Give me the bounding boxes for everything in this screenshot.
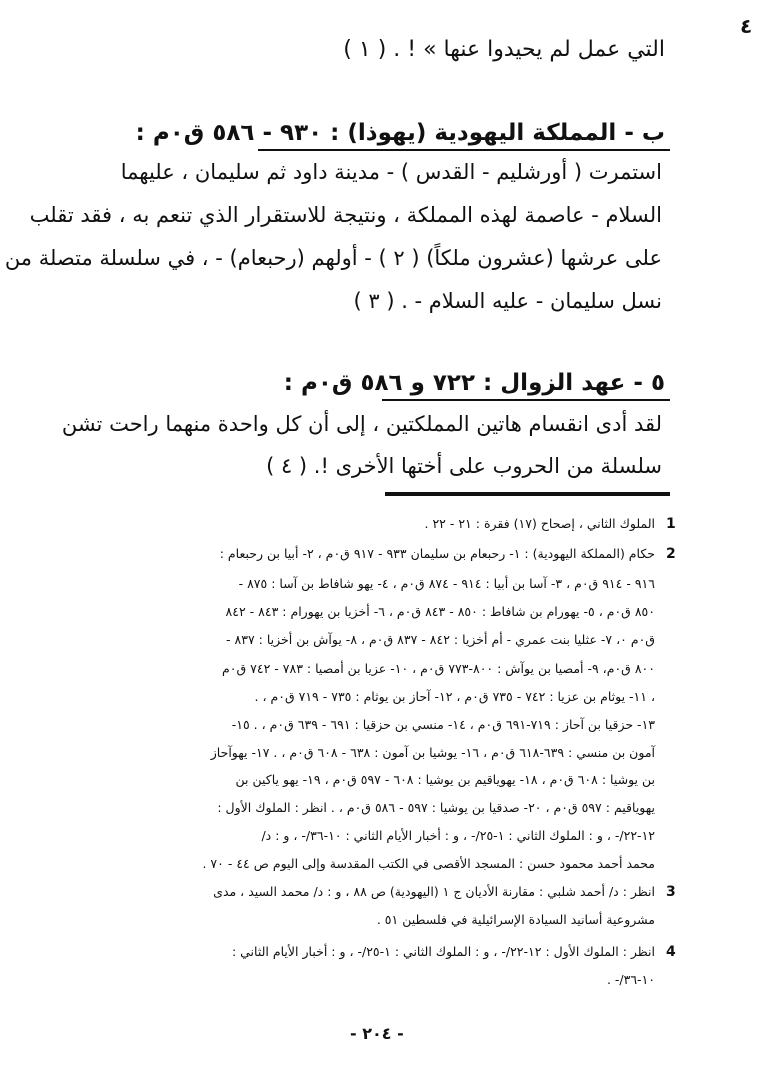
- section-b-line-2: السلام - عاصمة لهذه المملكة ، ونتيجة للاستقرار الذي تنعم به ، فقد تقلب: [29, 203, 662, 227]
- page-number: - ٢٠٤ -: [350, 1024, 404, 1043]
- intro-line: التي عمل لم يحيدوا عنها » ! . ( ١ ): [343, 37, 665, 62]
- footnote-2-line: ١٣- حزقيا بن آحاز : ٧١٩-٦٩١ ق٠م ، ١٤- منسي بن حزقيا : ٦٩١ - ٦٣٩ ق٠م ، . ١٥-: [231, 717, 655, 732]
- footnote-2-line: ق٠م ٠، ٧- عثليا بنت عمري - أم أخزيا : ٨٤٢ - ٨٣٧ ق٠م ، ٨- يوآش بن أخزيا : ٨٣٧ -: [226, 632, 655, 647]
- section-b-heading: ب - المملكة اليهودية (يهوذا) : ٩٣٠ - ٥٨٦ ق٠م :: [135, 120, 665, 146]
- footnote-2-line: ، ١١- يوثام بن عزيا : ٧٤٢ - ٧٣٥ ق٠م ، ١٢- آحاز بن يوثام : ٧٣٥ - ٧١٩ ق٠م ، .: [254, 689, 655, 704]
- footnote-2-line: ٩١٦ - ٩١٤ ق٠م ، ٣- آسا بن أبيا : ٩١٤ - ٨٧٤ ق٠م ، ٤- يهو شافاط بن آسا : ٨٧٥ -: [238, 576, 655, 591]
- footnote-2-line: ٨٠٠ ق٠م، ٩- أمصيا بن يوآش : ٨٠٠-٧٧٣ ق٠م ، ١٠- عزيا بن أمصيا : ٧٨٣ - ٧٤٢ ق٠م: [222, 661, 655, 676]
- footnote-2-line: يهوياقيم : ٥٩٧ ق٠م ، ٢٠- صدقيا بن يوشيا : ٥٩٧ - ٥٨٦ ق٠م ، . انظر : الملوك الأول :: [217, 800, 655, 815]
- footnote-2-line: ١٢-٢٢/- ، و : الملوك الثاني : ١-٢٥/- ، و : أخبار الأيام الثاني : ١٠-٣٦/- ، و : د/: [261, 828, 655, 843]
- section-b-line-1: استمرت ( أورشليم - القدس ) - مدينة داود ثم سليمان ، عليهما: [120, 160, 662, 184]
- footnote-separator: [385, 492, 670, 496]
- footnote-2-line: محمد أحمد محمود حسن : المسجد الأقصى في الكتب المقدسة وإلى اليوم ص ٤٤ - ٧٠ .: [202, 856, 655, 871]
- footnote-2-line: ٨٥٠ ق٠م ، ٥- يهورام بن شافاط : ٨٥٠ - ٨٤٣ ق٠م ، ٦- أخزيا بن يهورام : ٨٤٣ - ٨٤٢: [225, 604, 655, 619]
- section-5-heading: ٥ - عهد الزوال : ٧٢٢ و ٥٨٦ ق٠م :: [283, 370, 665, 396]
- section-b-line-3: على عرشها (عشرون ملكاً) ( ٢ ) - أولهم (رحبعام) - ، في سلسلة متصلة من: [4, 246, 662, 270]
- section-5-line-2: سلسلة من الحروب على أختها الأخرى !. ( ٤ ): [266, 454, 662, 478]
- section-5-line-1: لقد أدى انقسام هاتين المملكتين ، إلى أن كل واحدة منهما راحت تشن: [61, 412, 662, 436]
- footnote-number: 4: [666, 944, 676, 960]
- footnote-3-line: مشروعية أسانيد السيادة الإسرائيلية في فلسطين ٥١ .: [376, 912, 655, 927]
- footnote-3-line: انظر : د/ أحمد شلبي : مقارنة الأديان ج ١ (اليهودية) ص ٨٨ ، و : د/ محمد السيد ، مدى: [213, 884, 655, 899]
- section-b-heading-rule: [258, 149, 670, 151]
- section-b-line-4: نسل سليمان - عليه السلام - . ( ٣ ): [353, 289, 662, 313]
- footnote-2-line: حكام (المملكة اليهودية) : ١- رحبعام بن سليمان ٩٣٣ - ٩١٧ ق٠م ، ٢- أبيا بن رحبعام :: [219, 546, 655, 561]
- section-5-heading-rule: [382, 399, 670, 401]
- footnote-2-line: آمون بن منسي : ٦٣٩-٦١٨ ق٠م ، ١٦- يوشيا بن آمون : ٦٣٨ - ٦٠٨ ق٠م ، . ١٧- يهوآحاز: [210, 745, 655, 760]
- footnote-1-line: الملوك الثاني ، إصحاح (١٧) فقرة : ٢١ - ٢٢ .: [424, 516, 655, 531]
- footnote-4-line: ١٠-٣٦/- .: [606, 972, 655, 987]
- footnote-4-line: انظر : الملوك الأول : ١٢-٢٢/- ، و : الملوك الثاني : ١-٢٥/- ، و : أخبار الأيام الثاني :: [231, 944, 655, 959]
- footnote-2-line: بن يوشيا : ٦٠٨ ق٠م ، ١٨- يهوياقيم بن يوشيا : ٦٠٨ - ٥٩٧ ق٠م ، ١٩- يهو ياكين بن: [235, 772, 655, 787]
- footnote-number: 2: [666, 546, 676, 562]
- footnote-number: 1: [666, 516, 676, 532]
- corner-mark: ٤: [740, 14, 753, 38]
- footnote-number: 3: [666, 884, 676, 900]
